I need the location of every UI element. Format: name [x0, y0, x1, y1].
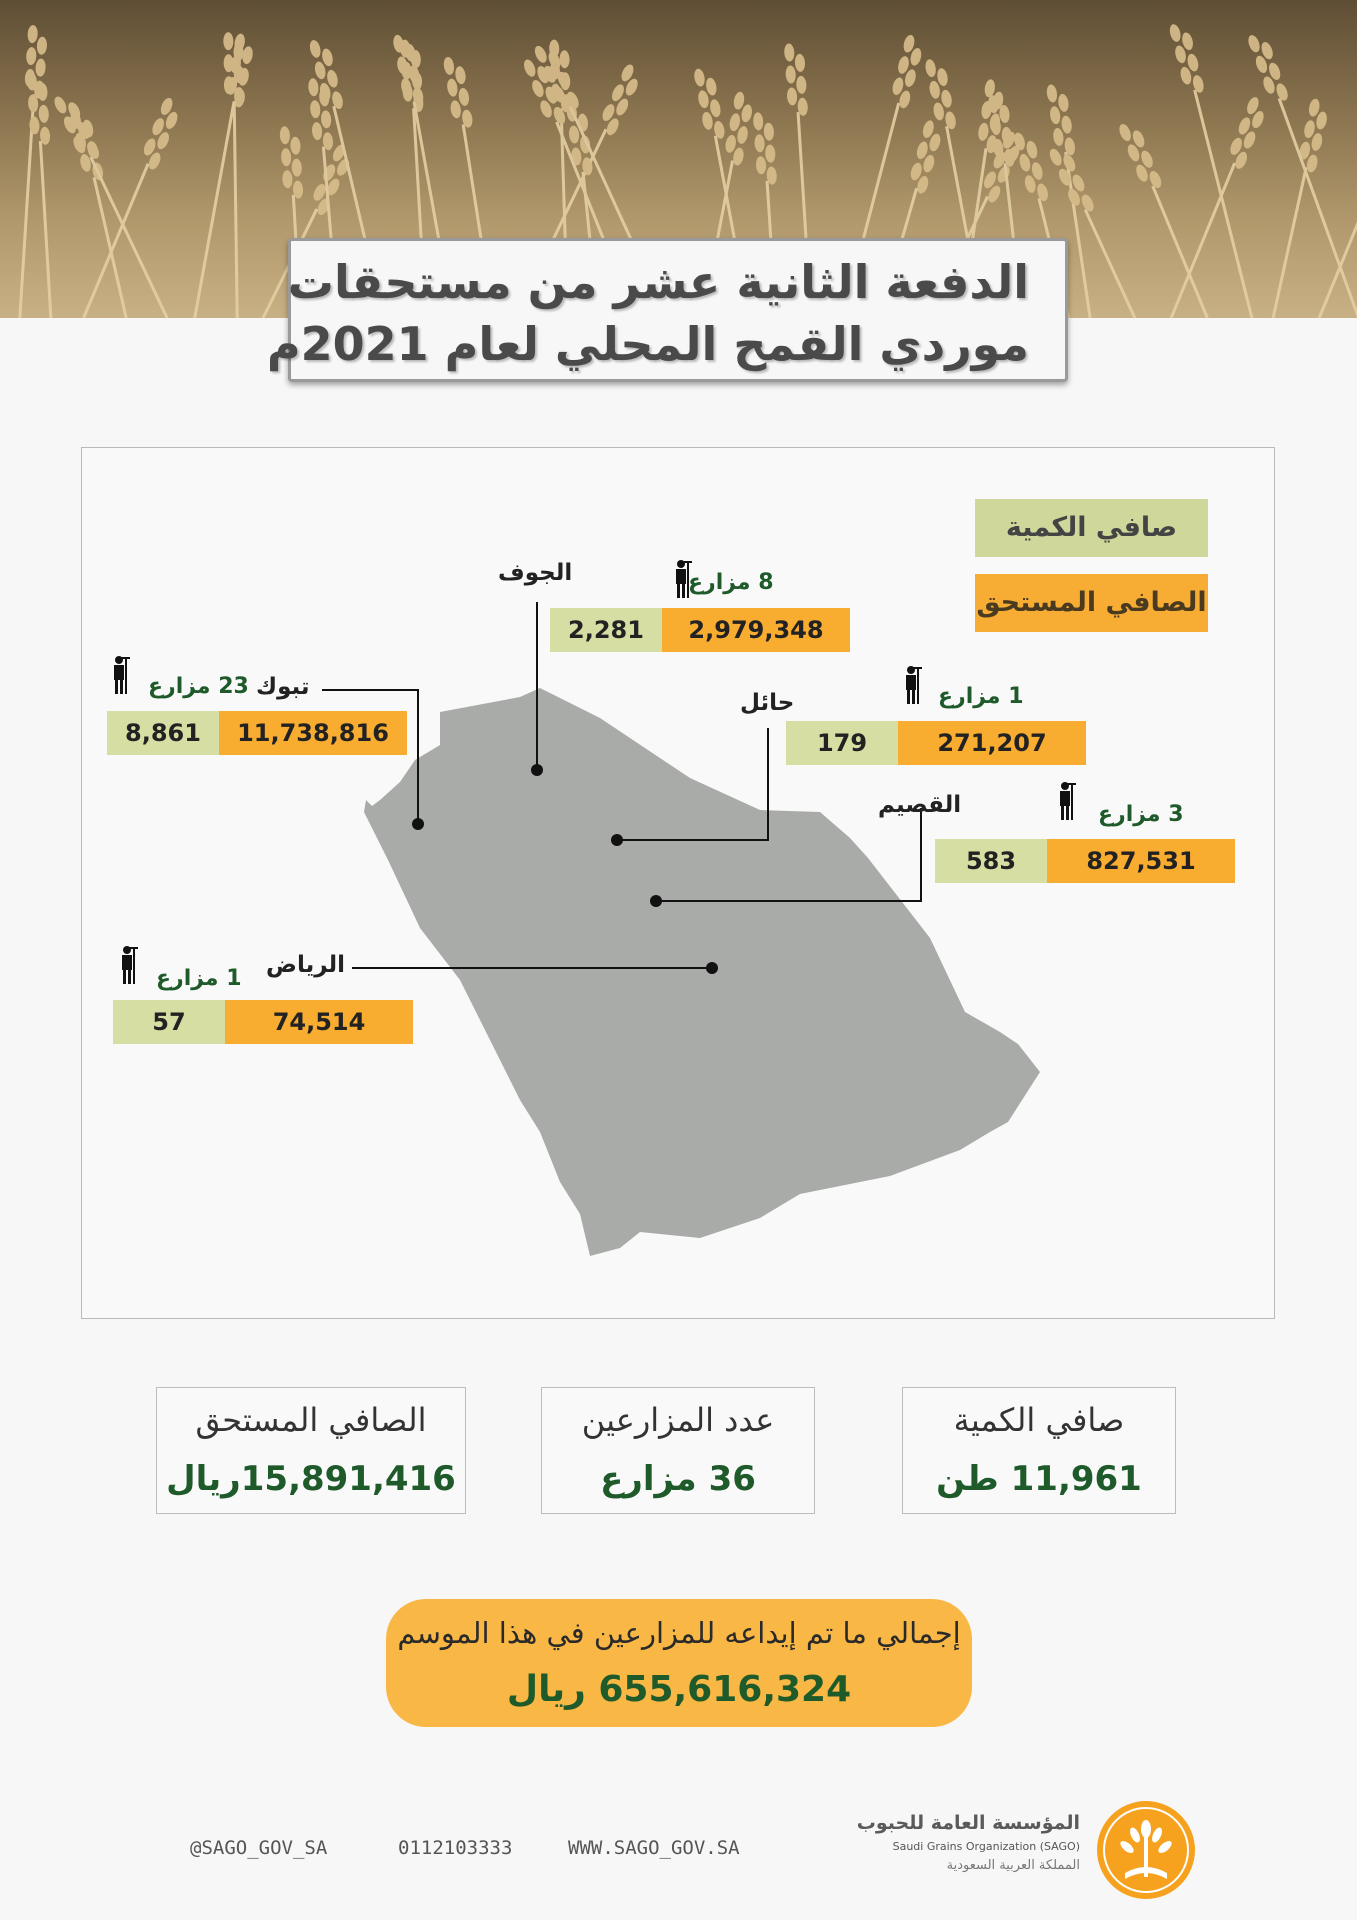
summary-net-due-value: 15,891,416ريال [166, 1459, 456, 1499]
summary-quantity-value: 11,961 طن [936, 1459, 1142, 1499]
region-name-hail: حائل [740, 690, 795, 716]
due-value-riyadh: 74,514 [225, 1000, 413, 1044]
summary-farmers [541, 1387, 815, 1514]
summary-farmers-label: عدد المزارعين [581, 1401, 775, 1439]
footer-phone[interactable]: 0112103333 [398, 1837, 513, 1859]
region-name-riyadh: الرياض [266, 952, 346, 978]
quantity-value-riyadh: 57 [113, 1000, 225, 1044]
sago-logo-icon [1095, 1799, 1197, 1901]
season-total-label: إجمالي ما تم إيداعه للمزارعين في هذا الموسم [397, 1616, 961, 1650]
title-line-2: موردي القمح المحلي لعام 2021م [266, 317, 1029, 371]
farmers-count-riyadh: 1 مزارع [156, 966, 242, 991]
bar-tabuk [107, 711, 407, 755]
dot-qassim [650, 895, 662, 907]
quantity-value-hail: 179 [786, 721, 898, 765]
due-value-qassim: 827,531 [1047, 839, 1235, 883]
due-value-hail: 271,207 [898, 721, 1086, 765]
due-value-tabuk: 11,738,816 [219, 711, 407, 755]
bar-jouf [550, 608, 850, 652]
region-name-jouf: الجوف [498, 560, 573, 586]
summary-net-due [156, 1387, 466, 1514]
farmers-count-tabuk: 23 مزارع [148, 674, 249, 699]
farmers-count-qassim: 3 مزارع [1098, 802, 1184, 827]
bar-qassim [935, 839, 1235, 883]
dot-jouf [531, 764, 543, 776]
legend-quantity: صافي الكمية [975, 499, 1208, 557]
saudi-map-shape [364, 688, 1040, 1256]
org-name-english: Saudi Grains Organization (SAGO) [892, 1840, 1080, 1853]
country-name-arabic: المملكة العربية السعودية [946, 1858, 1080, 1873]
quantity-value-qassim: 583 [935, 839, 1047, 883]
summary-farmers-value: 36 مزارع [600, 1459, 756, 1499]
farmer-icon [900, 664, 928, 706]
farmer-icon [108, 654, 136, 696]
farmer-icon [116, 944, 144, 986]
farmers-count-jouf: 8 مزارع [688, 570, 774, 595]
bar-riyadh [113, 1000, 413, 1044]
quantity-value-tabuk: 8,861 [107, 711, 219, 755]
season-total-pill [386, 1599, 972, 1727]
farmers-count-hail: 1 مزارع [938, 684, 1024, 709]
due-value-jouf: 2,979,348 [662, 608, 850, 652]
summary-quantity-label: صافي الكمية [953, 1401, 1125, 1439]
title-line-1: الدفعة الثانية عشر من مستحقات [287, 255, 1029, 309]
footer-twitter[interactable]: @SAGO_GOV_SA [190, 1837, 328, 1859]
quantity-value-jouf: 2,281 [550, 608, 662, 652]
region-name-tabuk: تبوك [256, 674, 310, 700]
season-total-value: 655,616,324 ريال [506, 1669, 852, 1710]
dot-riyadh [706, 962, 718, 974]
summary-quantity [902, 1387, 1176, 1514]
dot-hail [611, 834, 623, 846]
org-name-arabic: المؤسسة العامة للحبوب [856, 1812, 1080, 1834]
legend-net-due: الصافي المستحق [975, 574, 1208, 632]
farmer-icon [670, 558, 698, 600]
dot-tabuk [412, 818, 424, 830]
footer-website[interactable]: WWW.SAGO_GOV.SA [568, 1837, 740, 1859]
farmer-icon [1054, 780, 1082, 822]
summary-net-due-label: الصافي المستحق [195, 1401, 427, 1439]
bar-hail [786, 721, 1086, 765]
region-name-qassim: القصيم [878, 792, 962, 818]
